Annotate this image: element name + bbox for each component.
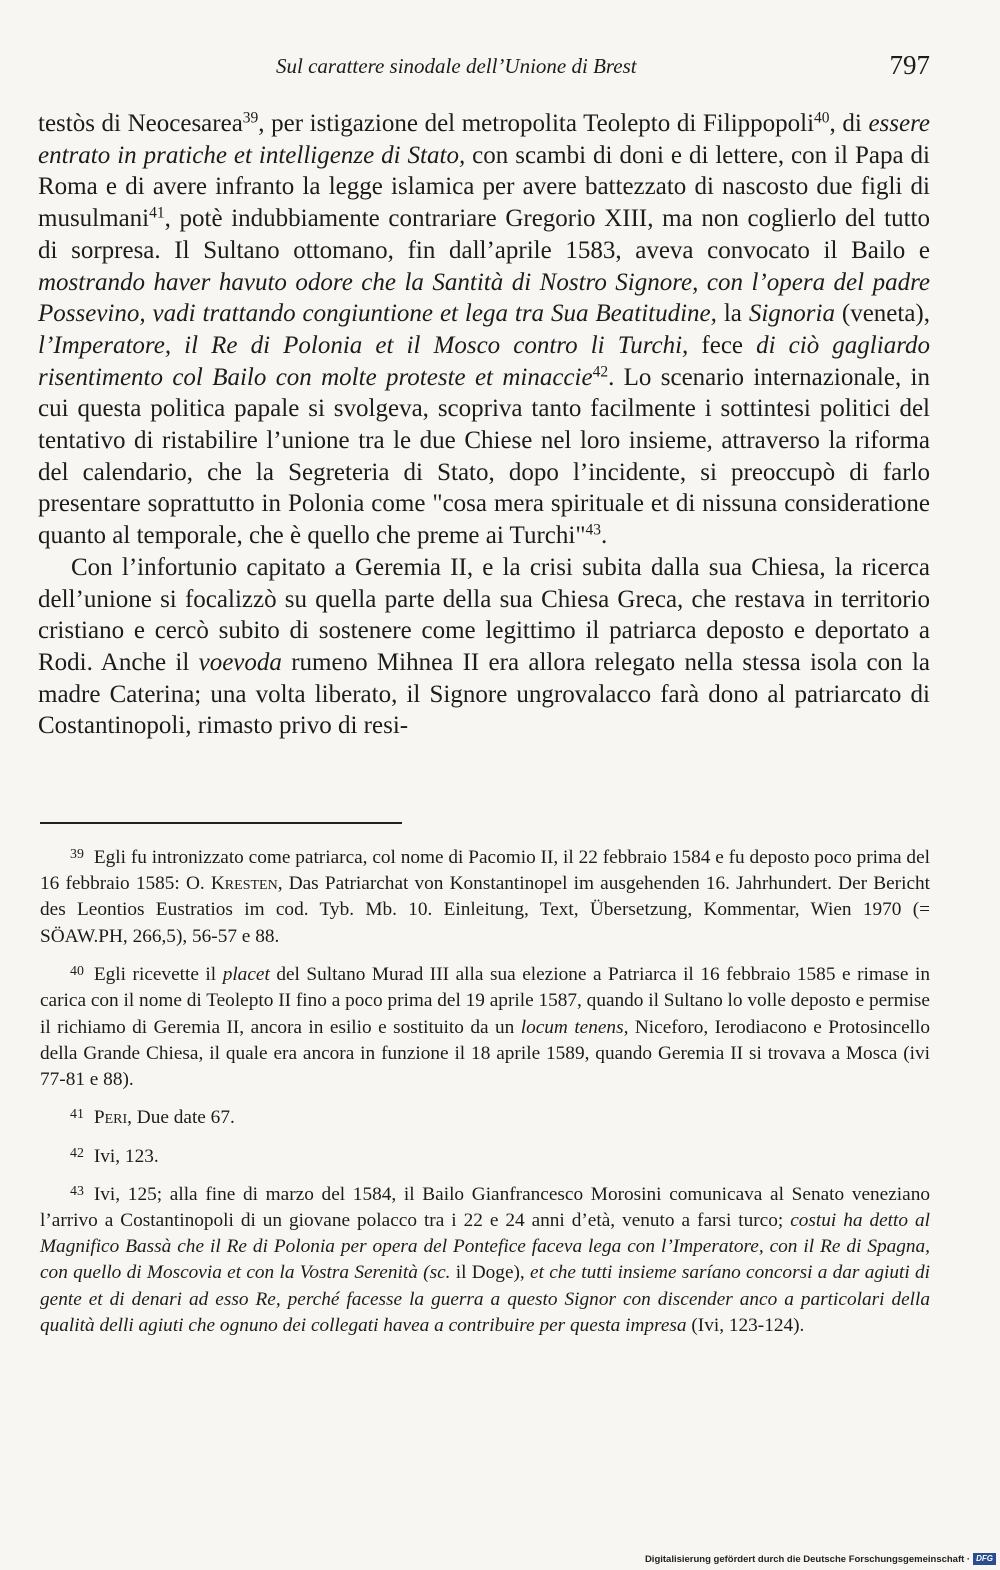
footnotes [40, 842, 930, 1348]
footnote-43: $^{43}$ Ivi, 125; alla fine di marzo del 1584, il Bailo Gianfrancesco Morosini comunicava al Senato veneziano l’arrivo a Costantinopoli di un giovane polacco tra i 22 e 24 anni d’età, venuto a farsi turco; costui ha detto al Magnifico Bassà che il Re di Polonia per opera del Pontefice faceva lega con l’Imperatore, con il Re di Spagna, con quello di Moscovia et con la Vostra Serenità (sc. il Doge), et che tutti insieme saríano concorsi a dar agiuti di gente et di denari ad esso Re, perché facesse la guerra a questo Signor con discender anco a particolari della qualità delli agiuti che ognuno dei collegati havea a contribuire per questa impresa (Ivi, 123-124). [40, 1183, 930, 1337]
italic-quote: l’Imperatore, il Re di Polonia et il Mosco contro li Turchi, [38, 331, 689, 359]
footnote-ref-42[interactable]: 42 [592, 363, 609, 381]
footnote-number: 39 [70, 847, 84, 862]
page-number: 797 [889, 50, 930, 80]
italic-term: Signoria [748, 300, 835, 328]
running-title: Sul carattere sinodale dell’Unione di Brest [276, 54, 637, 78]
footnote-ref-43[interactable]: 43 [585, 521, 602, 539]
footnote-41: $^{41}$ Peri, Due date 67. [70, 1107, 235, 1129]
paragraph-1: testòs di Neocesarea$^{39}$, per istigazione del metropolita Teolepto di Filippopoli$^{40}$, di essere entrato in pratiche et intelligenze di Stato, con scambi di doni e di lettere, con il Papa di Roma e di avere infranto la legge islamica per avere battezzato di nascosto due figli di musulmani$^{41}$, potè indubbiamente contrariare Gregorio XIII, ma non coglierlo del tutto di sorpresa. Il Sultano ottomano, fin dall’aprile 1583, aveva convocato il Bailo e mostrando haver havuto odore che la Santità di Nostro Signore, con l’opera del padre Possevino, vadi trattando congiuntione et lega tra Sua Beatitudine, la Signoria (veneta), l’Imperatore, il Re di Polonia et il Mosco contro li Turchi, fece di ciò gagliardo risentimento col Bailo con molte proteste et minaccie$^{42}$. Lo scenario internazionale, in cui questa politica papale si svolgeva, scopriva tanto facilmente i sottintesi politici del tentativo di ristabilire l’unione tra le due Chiese nel loro insieme, attraverso la riforma del calendario, che la Segreteria di Stato, dopo l’incidente, si preoccupò di farlo presentare soprattutto in Polonia come "cosa mera spirituale et di nissuna consideratione quanto al temporale, che è quello che preme ai Turchi"$^{43}$. [38, 109, 931, 550]
footnote-ref-41[interactable]: 41 [149, 204, 165, 222]
italic-quote: di ciò gagliardo risentimento col Bailo con molte proteste et minaccie [38, 331, 930, 391]
footnote-number: 41 [70, 1107, 84, 1123]
footnote-40: $^{40}$ Egli ricevette il placet del Sultano Murad III alla sua elezione a Patriarca il 16 febbraio 1585 e rimase in carica con il nome di Teolepto II fino a poco prima del 19 aprile 1587, quando il Sultano lo volle deposto e permise il richiamo di Geremia II, ancora in esilio e sostituito da un locum tenens, Niceforo, Ierodiacono e Protosincello della Grande Chiesa, il quale era ancora in funzione il 18 aprile 1589, quando Geremia II si trovava a Mosca (ivi 77-81 e 88). [40, 963, 931, 1091]
footnote-number: 40 [70, 964, 84, 980]
footnote-ref-40[interactable]: 40 [814, 109, 830, 127]
footnote-number: 43 [70, 1183, 84, 1199]
footnote-39: $^{39}$ Egli fu intronizzato come patriarca, col nome di Pacomio II, il 22 febbraio 1584 e fu deposto poco prima del 16 febbraio 1585: O. Kresten, Das Patriarchat von Konstantinopel im ausgehenden 16. Jahrhundert. Der Bericht des Leontios Eustratios im cod. Tyb. Mb. 10. Einleitung, Text, Übersetzung, Kommentar, Wien 1970 (= SÖAW.PH, 266,5), 56-57 e 88. [40, 846, 930, 947]
paragraph-2: Con l’infortunio capitato a Geremia II, e la crisi subita dalla sua Chiesa, la ricerca dell’unione si focalizzò su quella parte della sua Chiesa Greca, che restava in territorio cristiano e cercò subito di sostenere come legittimo il patriarca deposto e deportato a Rodi. Anche il voevoda rumeno Mihnea II era allora relegato nella stessa isola con la madre Caterina; una volta liberato, il Signore ungrovalacco farà dono al patriarcato di Costantinopoli, rimasto privo di resi- [38, 553, 930, 740]
dfg-logo: DFG [973, 1553, 996, 1565]
author-name: Peri [93, 1107, 128, 1129]
credit-text: Digitalisierung gefördert durch die Deutsche Forschungsgemeinschaft · [644, 1553, 971, 1565]
digitization-credit [645, 1552, 996, 1566]
footnote-ref-39[interactable]: 39 [242, 109, 259, 127]
footnote-42: $^{42}$ Ivi, 123. [70, 1145, 159, 1167]
body-text [38, 108, 930, 742]
footnote-separator [40, 822, 402, 824]
italic-quote: essere entrato in pratiche et intelligenze di Stato, [38, 110, 930, 169]
italic-quote: mostrando haver havuto odore che la Santità di Nostro Signore, con l’opera del padre Possevino, vadi trattando congiuntione et lega tra Sua Beatitudine, [38, 268, 930, 328]
author-name: Kresten [210, 873, 278, 895]
footnote-number: 42 [70, 1145, 84, 1161]
italic-term: voevoda [198, 648, 282, 676]
page-header [40, 50, 930, 86]
